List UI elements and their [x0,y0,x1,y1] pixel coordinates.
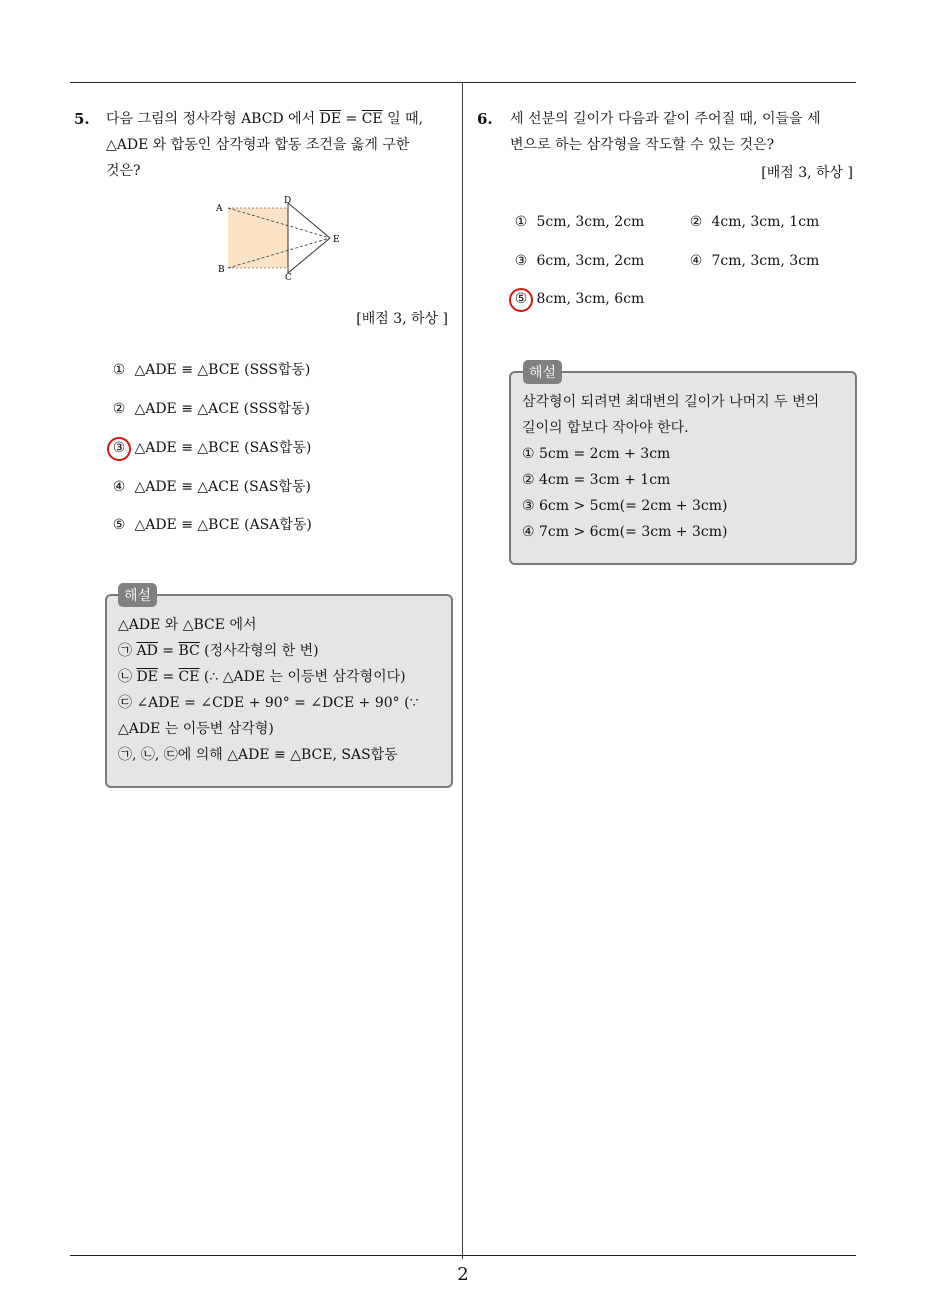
label-e: E [333,235,340,245]
question-6-text [510,106,860,158]
option-text: 5cm, 3cm, 2cm [536,214,645,230]
option-marker-glyph: ③ [112,440,126,456]
q5-option-4[interactable] [108,476,311,496]
segment-ce [288,238,330,273]
option-marker: ⑤ [112,517,126,533]
q6-sol-line2: 길이의 합보다 작아야 한다. [522,420,689,436]
question-5-text [106,106,456,184]
q6-option-1[interactable] [510,214,644,230]
option-marker: ① [514,214,528,230]
segment-de [288,203,330,238]
q5-text-part2: 일 때, [382,111,424,127]
q5-sol-l2-seg-ad: $\overline{AD}$ [136,643,158,659]
option-text: △ADE ≡ △BCE (ASA합동) [134,517,312,533]
q6-solution-tag: 해설 [523,360,562,384]
q5-sol-line3 [118,664,448,690]
q5-line2: △ADE 와 합동인 삼각형과 합동 조건을 옳게 구한 [106,137,410,153]
option-marker [510,291,532,307]
q5-seg-ce: $\overline{CE}$ [361,111,383,127]
q5-sol-l3-prefix: ㉡ [118,669,137,685]
column-divider [462,83,463,1259]
q5-sol-l3-eq: = [157,669,179,685]
q5-sol-line2 [118,638,448,664]
q5-sol-l2-prefix: ㉠ [118,643,137,659]
q6-line2: 변으로 하는 삼각형을 작도할 수 있는 것은? [510,137,775,153]
question-6-number: 6. [477,110,493,128]
label-d: D [284,196,292,206]
q5-option-3[interactable] [108,437,311,457]
q6-line1: 세 선분의 길이가 다음과 같이 주어질 때, 이들을 세 [510,111,821,127]
option-marker [108,440,130,456]
q5-sol-line4: ㉢ ∠ADE = ∠CDE + 90° = ∠DCE + 90° (∵ [118,695,419,711]
q6-sol-line4: ② 4cm = 3cm + 1cm [522,472,671,488]
q6-option-4[interactable] [685,253,819,269]
option-text: △ADE ≡ △BCE (SAS합동) [134,440,312,456]
question-5-number: 5. [74,110,90,128]
option-text: △ADE ≡ △BCE (SSS합동) [134,362,311,378]
option-text: 7cm, 3cm, 3cm [711,253,820,269]
label-b: B [218,265,225,275]
label-c: C [285,273,292,280]
q5-line3: 것은? [106,163,141,179]
q5-seg-de: $\overline{DE}$ [319,111,342,127]
q5-option-1[interactable] [108,359,310,379]
q5-option-2[interactable] [108,398,310,418]
option-marker: ③ [514,253,528,269]
q6-sol-line6: ④ 7cm > 6cm(= 3cm + 3cm) [522,524,728,540]
option-marker: ② [689,214,703,230]
q5-solution-tag: 해설 [118,583,157,607]
q5-sol-line1: △ADE 와 △BCE 에서 [118,617,257,633]
q5-eq: = [341,111,362,127]
bottom-rule [70,1255,856,1256]
q6-sol-line3: ① 5cm = 2cm + 3cm [522,446,671,462]
q6-option-2[interactable] [685,214,819,230]
square-figure [212,195,347,280]
label-a: A [216,204,223,214]
q5-sol-l3-seg-ce: $\overline{CE}$ [178,669,200,685]
top-rule [70,82,856,83]
page-number: 2 [457,1264,469,1285]
q6-option-5[interactable] [510,291,644,307]
q5-sol-l3-suffix: (∴ △ADE 는 이등변 삼각형이다) [199,669,406,685]
q5-solution-body [118,612,448,768]
option-text: △ADE ≡ △ACE (SAS합동) [134,479,311,495]
q5-sol-line5: △ADE 는 이등변 삼각형) [118,721,274,737]
q5-sol-l2-eq: = [157,643,179,659]
q5-sol-l3-seg-de: $\overline{DE}$ [136,669,158,685]
question-5-score: [배점 3, 하상 ] [356,311,448,327]
option-text: 4cm, 3cm, 1cm [711,214,820,230]
question-6-score: [배점 3, 하상 ] [761,165,853,181]
option-text: 8cm, 3cm, 6cm [536,291,645,307]
q5-text-part1: 다음 그림의 정사각형 ABCD 에서 [106,111,320,127]
option-text: 6cm, 3cm, 2cm [536,253,645,269]
q6-solution-body [522,389,852,545]
q5-option-5[interactable] [108,514,312,534]
answer-circle-mark [509,288,533,312]
q6-option-3[interactable] [510,253,644,269]
q5-sol-l2-suffix: (정사각형의 한 변) [199,643,319,659]
option-text: △ADE ≡ △ACE (SSS합동) [134,401,310,417]
option-marker-glyph: ⑤ [514,291,528,307]
q6-sol-line1: 삼각형이 되려면 최대변의 길이가 나머지 두 변의 [522,394,820,410]
option-marker: ② [112,401,126,417]
option-marker: ④ [112,479,126,495]
option-marker: ④ [689,253,703,269]
answer-circle-mark [107,437,131,461]
q5-sol-line6: ㉠, ㉡, ㉢에 의해 △ADE ≡ △BCE, SAS합동 [118,747,398,763]
option-marker: ① [112,362,126,378]
q5-sol-l2-seg-bc: $\overline{BC}$ [178,643,200,659]
q6-sol-line5: ③ 6cm > 5cm(= 2cm + 3cm) [522,498,728,514]
